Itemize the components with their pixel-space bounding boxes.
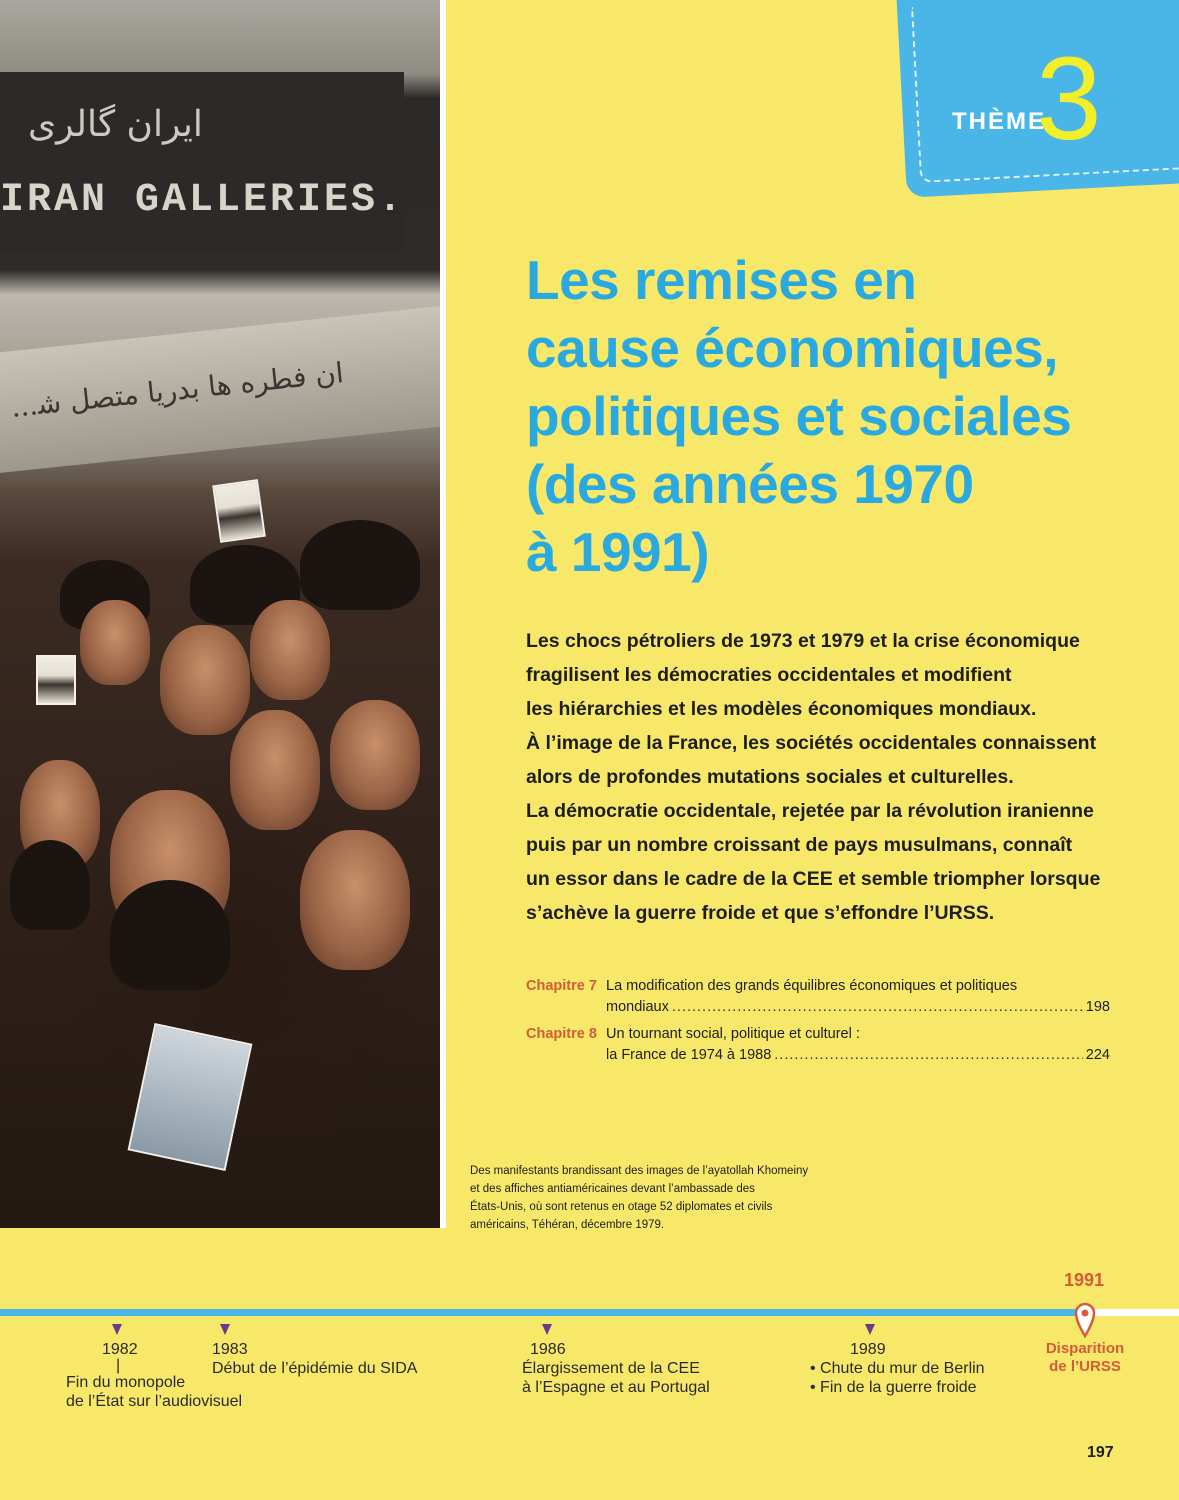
crowd-beard xyxy=(110,880,230,990)
toc-page-number: 224 xyxy=(1085,1047,1110,1063)
event-text: Début de l’épidémie du SIDA xyxy=(212,1360,418,1377)
caption-line: Des manifestants brandissant des images de l’ayatollah Khomeiny xyxy=(470,1165,809,1177)
caption-line: et des affiches antiaméricaines devant l’ambassade des xyxy=(470,1183,755,1195)
theme-label: THÈME xyxy=(952,108,1046,135)
timeline-marker-1986 xyxy=(542,1324,552,1335)
title-line: à 1991) xyxy=(526,521,710,583)
page-number: 197 xyxy=(1087,1444,1114,1461)
title-line: (des années 1970 xyxy=(526,453,974,515)
khomeiny-portrait xyxy=(212,479,266,543)
timeline-event-1983 xyxy=(212,1340,417,1378)
event-text: • Fin de la guerre froide xyxy=(810,1379,977,1396)
storefront-sign-arabic: ایران گالری xyxy=(28,104,203,145)
location-pin-icon xyxy=(1074,1302,1096,1338)
caption-line: américains, Téhéran, décembre 1979. xyxy=(470,1219,665,1231)
title-line: Les remises en xyxy=(526,249,917,311)
timeline-end-event xyxy=(1030,1340,1140,1376)
event-text: de l’État sur l’audiovisuel xyxy=(66,1393,243,1410)
theme-number: 3 xyxy=(1036,33,1102,165)
intro-line: puis par un nombre croissant de pays musulmans, connaît xyxy=(526,834,1073,856)
event-year: 1982 xyxy=(102,1341,138,1358)
intro-line: les hiérarchies et les modèles économiques mondiaux. xyxy=(526,698,1037,720)
toc-chapter-label: Chapitre 8 xyxy=(526,1026,597,1042)
storefront-sign-latin: IRAN GALLERIES. xyxy=(0,178,406,223)
crowd-face xyxy=(330,700,420,810)
toc-leader-line xyxy=(606,1045,1110,1066)
event-connector: | xyxy=(116,1357,121,1374)
toc-entry-chapter-8[interactable] xyxy=(526,1024,1110,1066)
event-year: 1983 xyxy=(212,1341,248,1358)
toc-leader-line xyxy=(606,997,1110,1018)
toc-title-line: La modification des grands équilibres économiques et politiques xyxy=(606,978,1018,994)
event-text: Élargissement de la CEE xyxy=(522,1360,700,1377)
cover-photo xyxy=(0,0,446,1228)
intro-line: fragilisent les démocraties occidentales et modifient xyxy=(526,664,1012,686)
protest-banner-text: ...ان ﻓﻄﺮه ﻫﺎ ﺑﺪرﯾﺎ ﻣﺘﺼﻞ ﺷ xyxy=(9,356,346,424)
timeline-event-1986 xyxy=(522,1340,710,1397)
end-event-text: Disparition xyxy=(1045,1340,1125,1357)
timeline-end-year: 1991 xyxy=(1064,1270,1105,1290)
event-text: • Chute du mur de Berlin xyxy=(810,1360,985,1377)
event-year: 1986 xyxy=(530,1341,566,1358)
storefront-sign xyxy=(0,72,404,252)
timeline-marker-1989 xyxy=(865,1324,875,1335)
dot-leader xyxy=(774,1045,1083,1066)
intro-line: À l’image de la France, les sociétés occidentales connaissent xyxy=(526,732,1097,754)
toc-title-line: mondiaux xyxy=(606,999,669,1015)
timeline-event-1989 xyxy=(810,1340,985,1397)
timeline-bar xyxy=(0,1309,1085,1316)
intro-line: un essor dans le cadre de la CEE et semble triompher lorsque xyxy=(526,868,1101,890)
title-line: politiques et sociales xyxy=(526,385,1072,447)
crowd-head xyxy=(300,520,420,610)
intro-line: alors de profondes mutations sociales et culturelles. xyxy=(526,766,1014,788)
intro-line: La démocratie occidentale, rejetée par la révolution iranienne xyxy=(526,800,1094,822)
intro-paragraph xyxy=(526,624,1156,930)
table-of-contents xyxy=(526,976,1110,1072)
khomeiny-portrait xyxy=(36,655,76,705)
intro-line: Les chocs pétroliers de 1973 et 1979 et la crise économique xyxy=(526,630,1080,652)
timeline-marker-1982 xyxy=(112,1324,122,1335)
caption-line: États-Unis, où sont retenus en otage 52 diplomates et civils xyxy=(470,1201,773,1213)
crowd-face xyxy=(250,600,330,700)
title-line: cause économiques, xyxy=(526,317,1059,379)
held-poster xyxy=(128,1023,253,1171)
toc-chapter-label: Chapitre 7 xyxy=(526,978,597,994)
timeline-bar-future xyxy=(1085,1309,1179,1316)
intro-line: s’achève la guerre froide et que s’effondre l’URSS. xyxy=(526,902,995,924)
toc-title-line: la France de 1974 à 1988 xyxy=(606,1047,772,1063)
crowd-face xyxy=(230,710,320,830)
page-title xyxy=(526,246,1156,586)
event-text: Fin du monopole xyxy=(66,1374,186,1391)
toc-page-number: 198 xyxy=(1085,999,1110,1015)
event-text: à l’Espagne et au Portugal xyxy=(522,1379,710,1396)
timeline-marker-1983 xyxy=(220,1324,230,1335)
event-year: 1989 xyxy=(850,1341,886,1358)
crowd-face xyxy=(160,625,250,735)
photo-caption xyxy=(470,1162,830,1234)
dot-leader xyxy=(672,997,1083,1018)
toc-entry-chapter-7[interactable] xyxy=(526,976,1110,1018)
toc-title-line: Un tournant social, politique et culturel : xyxy=(606,1026,860,1042)
end-event-text: de l’URSS xyxy=(1049,1358,1121,1375)
crowd-face xyxy=(300,830,410,970)
crowd-face xyxy=(80,600,150,685)
crowd-beard xyxy=(10,840,90,930)
